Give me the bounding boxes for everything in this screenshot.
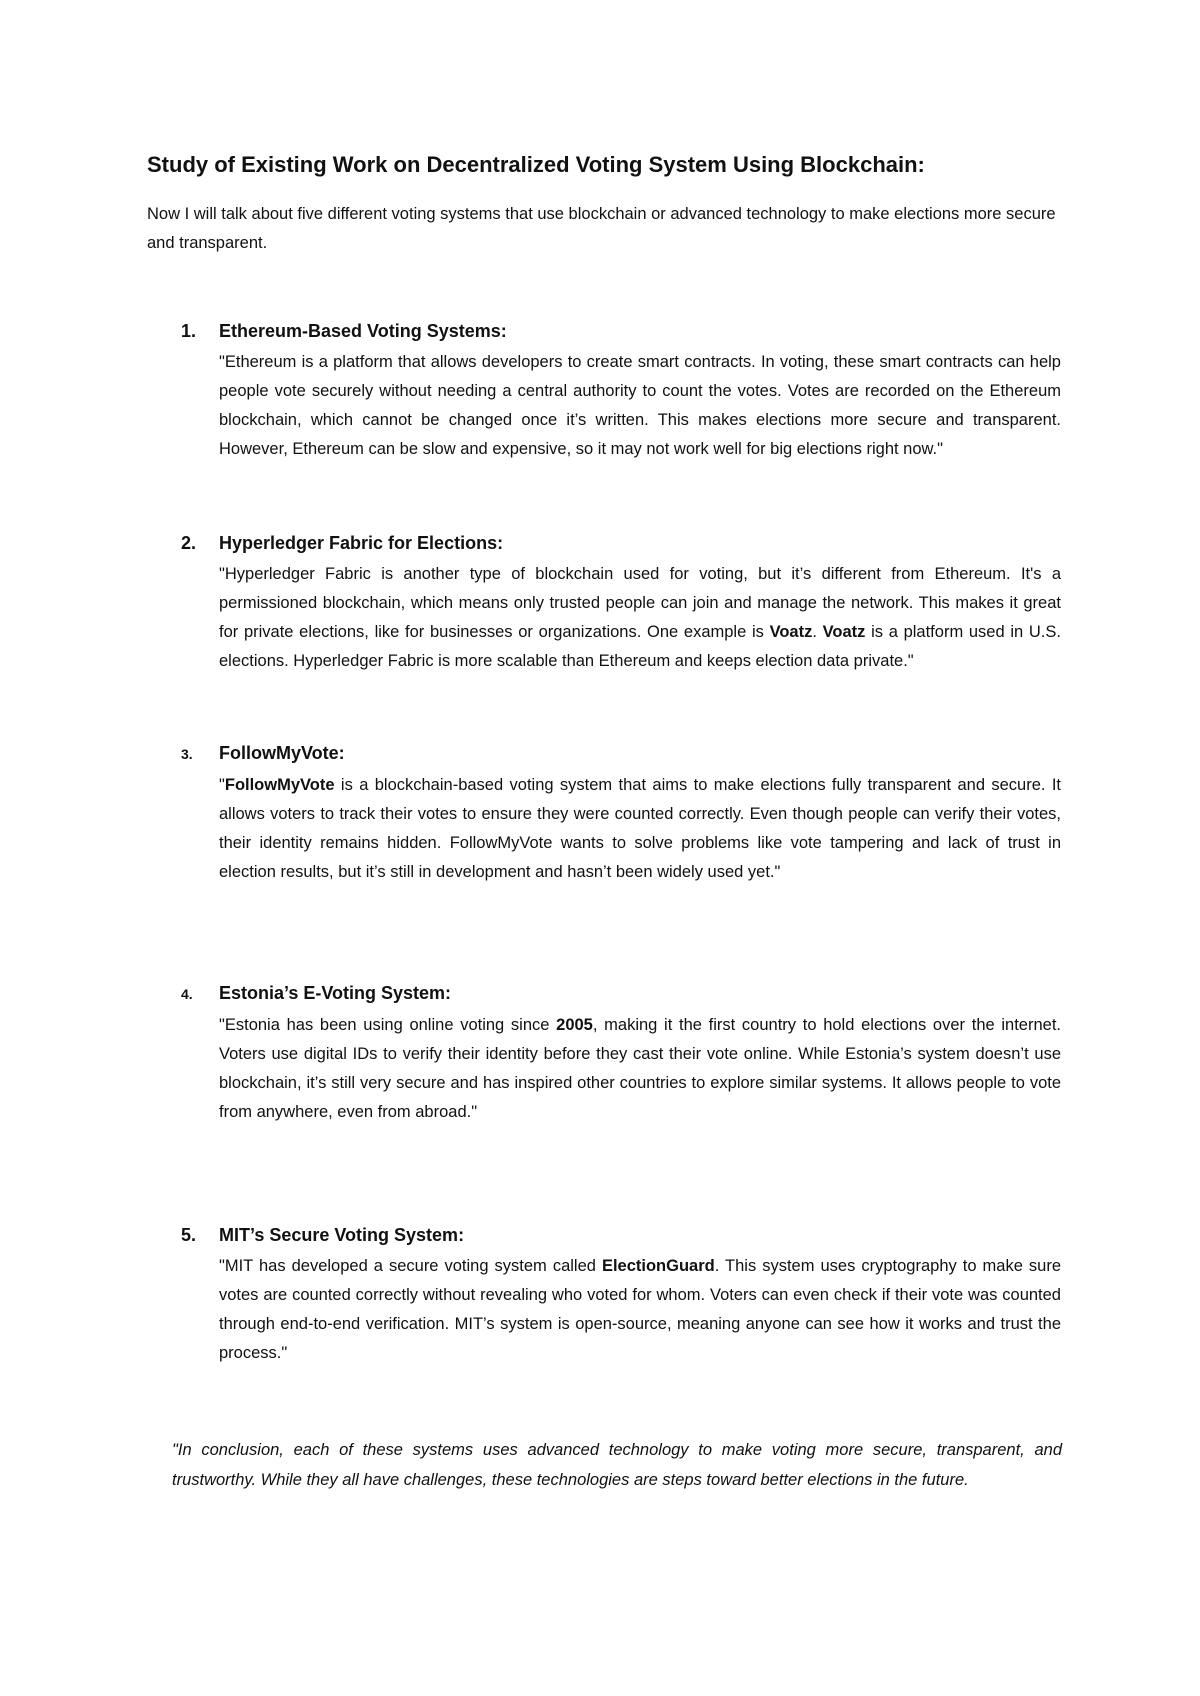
bold-term-2005: 2005 — [556, 1016, 593, 1034]
item-number: 3. — [181, 746, 193, 762]
bold-term-electionguard: ElectionGuard — [601, 1257, 715, 1275]
body-text: is a blockchain-based voting system that aims to make elections fully transparent and secure. It allows voters to track their votes to ensure they were counted correctly. Even though people can verify their votes, their identity remains hidden. FollowMyVote wants to solve problems like vote tampering and lack of trust in election results, but it’s still in development and hasn’t been widely used yet." — [219, 776, 1061, 881]
document-title: Study of Existing Work on Decentralized Voting System Using Blockchain: — [147, 152, 925, 177]
list-item-followmyvote — [181, 738, 1061, 887]
list-item-estonia — [181, 978, 1061, 1127]
item-title: MIT’s Secure Voting System: — [219, 1225, 465, 1245]
item-heading — [181, 978, 1061, 1009]
item-body — [219, 1252, 1061, 1368]
item-number: 4. — [181, 986, 193, 1002]
body-text: "Estonia has been using online voting since — [219, 1016, 557, 1034]
item-title: Estonia’s E-Voting System: — [219, 983, 452, 1003]
item-heading — [181, 738, 1061, 769]
conclusion-paragraph: "In conclusion, each of these systems uses advanced technology to make voting more secure, transparent, and trustworthy. While they all have challenges, these technologies are steps toward better elections in the future. — [172, 1441, 1062, 1489]
item-number: 1. — [181, 321, 197, 341]
item-body — [219, 1011, 1061, 1127]
intro-paragraph: Now I will talk about five different voting systems that use blockchain or advanced technology to make elections more secure and transparent. — [147, 205, 1056, 252]
item-number: 5. — [181, 1225, 197, 1245]
list-item-mit — [181, 1220, 1061, 1368]
item-body — [219, 771, 1061, 887]
body-text: "MIT has developed a secure voting system called — [219, 1257, 602, 1275]
item-title: FollowMyVote: — [219, 743, 345, 763]
item-heading — [181, 528, 1061, 558]
body-text: . — [812, 623, 823, 641]
item-heading — [181, 316, 1061, 346]
body-text: , making it the first country to hold elections over the internet. Voters use digital IDs to verify their identity before they cast their vote online. While Estonia’s system doesn’t use blockchain, it’s still very secure and has inspired other countries to explore similar systems. It allows people to vote from anywhere, even from abroad." — [219, 1016, 1061, 1121]
item-heading — [181, 1220, 1061, 1250]
item-title: Ethereum-Based Voting Systems: — [219, 321, 507, 341]
item-body — [219, 560, 1061, 676]
item-number: 2. — [181, 533, 197, 553]
body-text: . This system uses cryptography to make sure votes are counted correctly without revealing who voted for whom. Voters can even check if their vote was counted through end-to-end verification. MIT’s system is open-source, meaning anyone can see how it works and trust the process." — [219, 1257, 1061, 1362]
bold-term-voatz: Voatz — [769, 623, 813, 641]
bold-term-followmyvote: FollowMyVote — [224, 776, 335, 794]
list-item-hyperledger — [181, 528, 1061, 676]
bold-term-voatz: Voatz — [822, 623, 866, 641]
body-text: " — [219, 776, 225, 794]
item-title: Hyperledger Fabric for Elections: — [219, 533, 504, 553]
list-item-ethereum — [181, 316, 1061, 464]
body-text: "Hyperledger Fabric is another type of blockchain used for voting, but it’s different from Ethereum. It's a permissioned blockchain, which means only trusted people can join and manage the network. This makes it great for private elections, like for businesses or organizations. One example is — [219, 565, 1061, 641]
body-text: is a platform used in U.S. elections. Hyperledger Fabric is more scalable than Ethereum and keeps election data private." — [219, 623, 1061, 670]
item-body: "Ethereum is a platform that allows developers to create smart contracts. In voting, these smart contracts can help people vote securely without needing a central authority to count the votes. Votes are recorded on the Ethereum blockchain, which cannot be changed once it’s written. This makes elections more secure and transparent. However, Ethereum can be slow and expensive, so it may not work well for big elections right now." — [219, 353, 1061, 458]
